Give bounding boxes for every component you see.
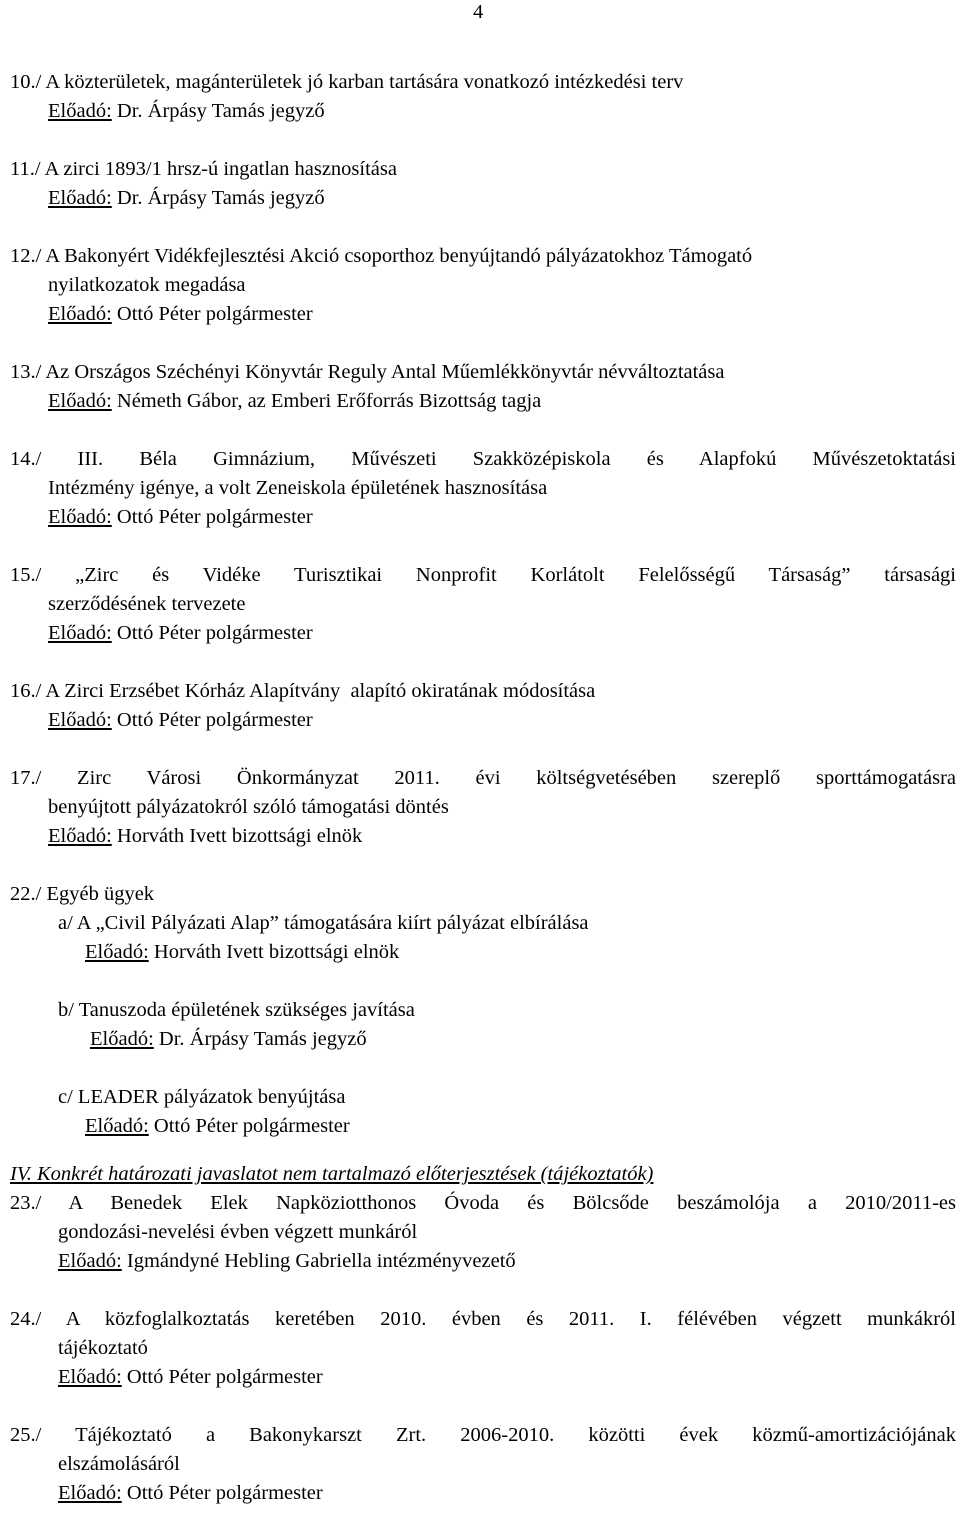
presenter-label: Előadó: xyxy=(48,390,112,412)
agenda-item-24 xyxy=(10,1305,956,1392)
item-title-cont: Intézmény igénye, a volt Zeneiskola épületének hasznosítása xyxy=(48,477,548,499)
presenter xyxy=(10,1363,956,1392)
item-title: A zirci 1893/1 hrsz-ú ingatlan hasznosítása xyxy=(44,158,397,180)
item-number: 11./ xyxy=(10,158,41,180)
presenter-name: Ottó Péter polgármester xyxy=(111,303,313,325)
section-iv-heading: IV. Konkrét határozati javaslatot nem tartalmazó előterjesztések (tájékoztatók) xyxy=(10,1163,654,1185)
presenter-name: Ottó Péter polgármester xyxy=(148,1115,350,1137)
item-title: A Benedek Elek Napköziotthonos Óvoda és Bölcsőde beszámolója a 2010/2011-es xyxy=(68,1192,956,1214)
item-number: 17./ xyxy=(10,767,42,789)
presenter-name: Horváth Ivett bizottsági elnök xyxy=(111,825,363,847)
presenter-label: Előadó: xyxy=(85,1115,149,1137)
item-title: A Zirci Erzsébet Kórház Alapítvány alapító okiratának módosítása xyxy=(45,680,596,702)
presenter xyxy=(10,184,956,213)
presenter-name: Ottó Péter polgármester xyxy=(121,1366,323,1388)
presenter-name: Ottó Péter polgármester xyxy=(111,506,313,528)
presenter-name: Horváth Ivett bizottsági elnök xyxy=(148,941,400,963)
presenter-label: Előadó: xyxy=(58,1482,122,1504)
presenter-label: Előadó: xyxy=(48,709,112,731)
agenda-item-10 xyxy=(10,68,956,126)
item-number: 24./ xyxy=(10,1308,42,1330)
presenter xyxy=(10,822,956,851)
item-title: Zirc Városi Önkormányzat 2011. évi költségvetésében szereplő sporttámogatásra xyxy=(77,767,957,789)
presenter-label: Előadó: xyxy=(48,622,112,644)
item-title-cont: nyilatkozatok megadása xyxy=(48,274,246,296)
item-number: 23./ xyxy=(10,1192,42,1214)
agenda-item-15 xyxy=(10,561,956,648)
agenda-item-23 xyxy=(10,1189,956,1276)
presenter-label: Előadó: xyxy=(48,187,112,209)
item-number: 22./ xyxy=(10,883,42,905)
presenter-label: Előadó: xyxy=(85,941,149,963)
item-title-cont: benyújtott pályázatokról szóló támogatási döntés xyxy=(48,796,449,818)
presenter xyxy=(10,619,956,648)
agenda-item-17 xyxy=(10,764,956,851)
presenter-name: Dr. Árpásy Tamás jegyző xyxy=(111,100,325,122)
agenda-content xyxy=(10,68,956,1508)
subitem-title: a/ A „Civil Pályázati Alap” támogatására kiírt pályázat elbírálása xyxy=(58,912,589,934)
item-number: 10./ xyxy=(10,71,42,93)
agenda-item-13 xyxy=(10,358,956,416)
presenter-name: Németh Gábor, az Emberi Erőforrás Bizottság tagja xyxy=(111,390,542,412)
item-title: III. Béla Gimnázium, Művészeti Szakközépiskola és Alapfokú Művészetoktatási xyxy=(77,448,956,470)
item-title-cont: gondozási-nevelési évben végzett munkáról xyxy=(58,1221,418,1243)
item-title-cont: tájékoztató xyxy=(58,1337,148,1359)
item-number: 16./ xyxy=(10,680,42,702)
item-title: Tájékoztató a Bakonykarszt Zrt. 2006-2010. közötti évek közmű-amortizációjának xyxy=(75,1424,956,1446)
item-title-cont: elszámolásáról xyxy=(58,1453,180,1475)
presenter xyxy=(10,1025,956,1054)
presenter-name: Dr. Árpásy Tamás jegyző xyxy=(111,187,325,209)
presenter xyxy=(10,706,956,735)
presenter xyxy=(10,97,956,126)
presenter xyxy=(10,938,956,967)
item-number: 15./ xyxy=(10,564,42,586)
item-title: „Zirc és Vidéke Turisztikai Nonprofit Korlátolt Felelősségű Társaság” társasági xyxy=(75,564,957,586)
item-title: Egyéb ügyek xyxy=(46,883,155,905)
agenda-item-14 xyxy=(10,445,956,532)
presenter xyxy=(10,300,956,329)
item-title-cont: szerződésének tervezete xyxy=(48,593,246,615)
presenter xyxy=(10,503,956,532)
presenter xyxy=(10,1247,956,1276)
item-number: 12./ xyxy=(10,245,42,267)
presenter-name: Igmándyné Hebling Gabriella intézményvezető xyxy=(121,1250,516,1272)
agenda-item-12 xyxy=(10,242,956,329)
presenter-label: Előadó: xyxy=(90,1028,154,1050)
presenter-label: Előadó: xyxy=(48,506,112,528)
presenter-name: Ottó Péter polgármester xyxy=(121,1482,323,1504)
agenda-item-16 xyxy=(10,677,956,735)
presenter-label: Előadó: xyxy=(58,1366,122,1388)
presenter xyxy=(10,1479,956,1508)
item-number: 13./ xyxy=(10,361,42,383)
presenter-label: Előadó: xyxy=(58,1250,122,1272)
presenter-label: Előadó: xyxy=(48,825,112,847)
agenda-item-22 xyxy=(10,880,956,1141)
presenter-name: Ottó Péter polgármester xyxy=(111,709,313,731)
item-title: Az Országos Széchényi Könyvtár Reguly Antal Műemlékkönyvtár névváltoztatása xyxy=(45,361,725,383)
subitem-title: c/ LEADER pályázatok benyújtása xyxy=(58,1086,346,1108)
item-title: A közfoglalkoztatás keretében 2010. évben és 2011. I. félévében végzett munkákról xyxy=(65,1308,956,1330)
presenter xyxy=(10,1112,956,1141)
presenter-label: Előadó: xyxy=(48,100,112,122)
item-title: A Bakonyért Vidékfejlesztési Akció csoporthoz benyújtandó pályázatokhoz Támogató xyxy=(45,245,753,267)
presenter-label: Előadó: xyxy=(48,303,112,325)
subitem-title: b/ Tanuszoda épületének szükséges javítása xyxy=(58,999,415,1021)
presenter-name: Dr. Árpásy Tamás jegyző xyxy=(153,1028,367,1050)
item-number: 25./ xyxy=(10,1424,42,1446)
page-number: 4 xyxy=(473,1,484,23)
item-number: 14./ xyxy=(10,448,42,470)
presenter-name: Ottó Péter polgármester xyxy=(111,622,313,644)
agenda-item-11 xyxy=(10,155,956,213)
agenda-item-25 xyxy=(10,1421,956,1508)
item-title: A közterületek, magánterületek jó karban tartására vonatkozó intézkedési terv xyxy=(45,71,684,93)
presenter xyxy=(10,387,956,416)
